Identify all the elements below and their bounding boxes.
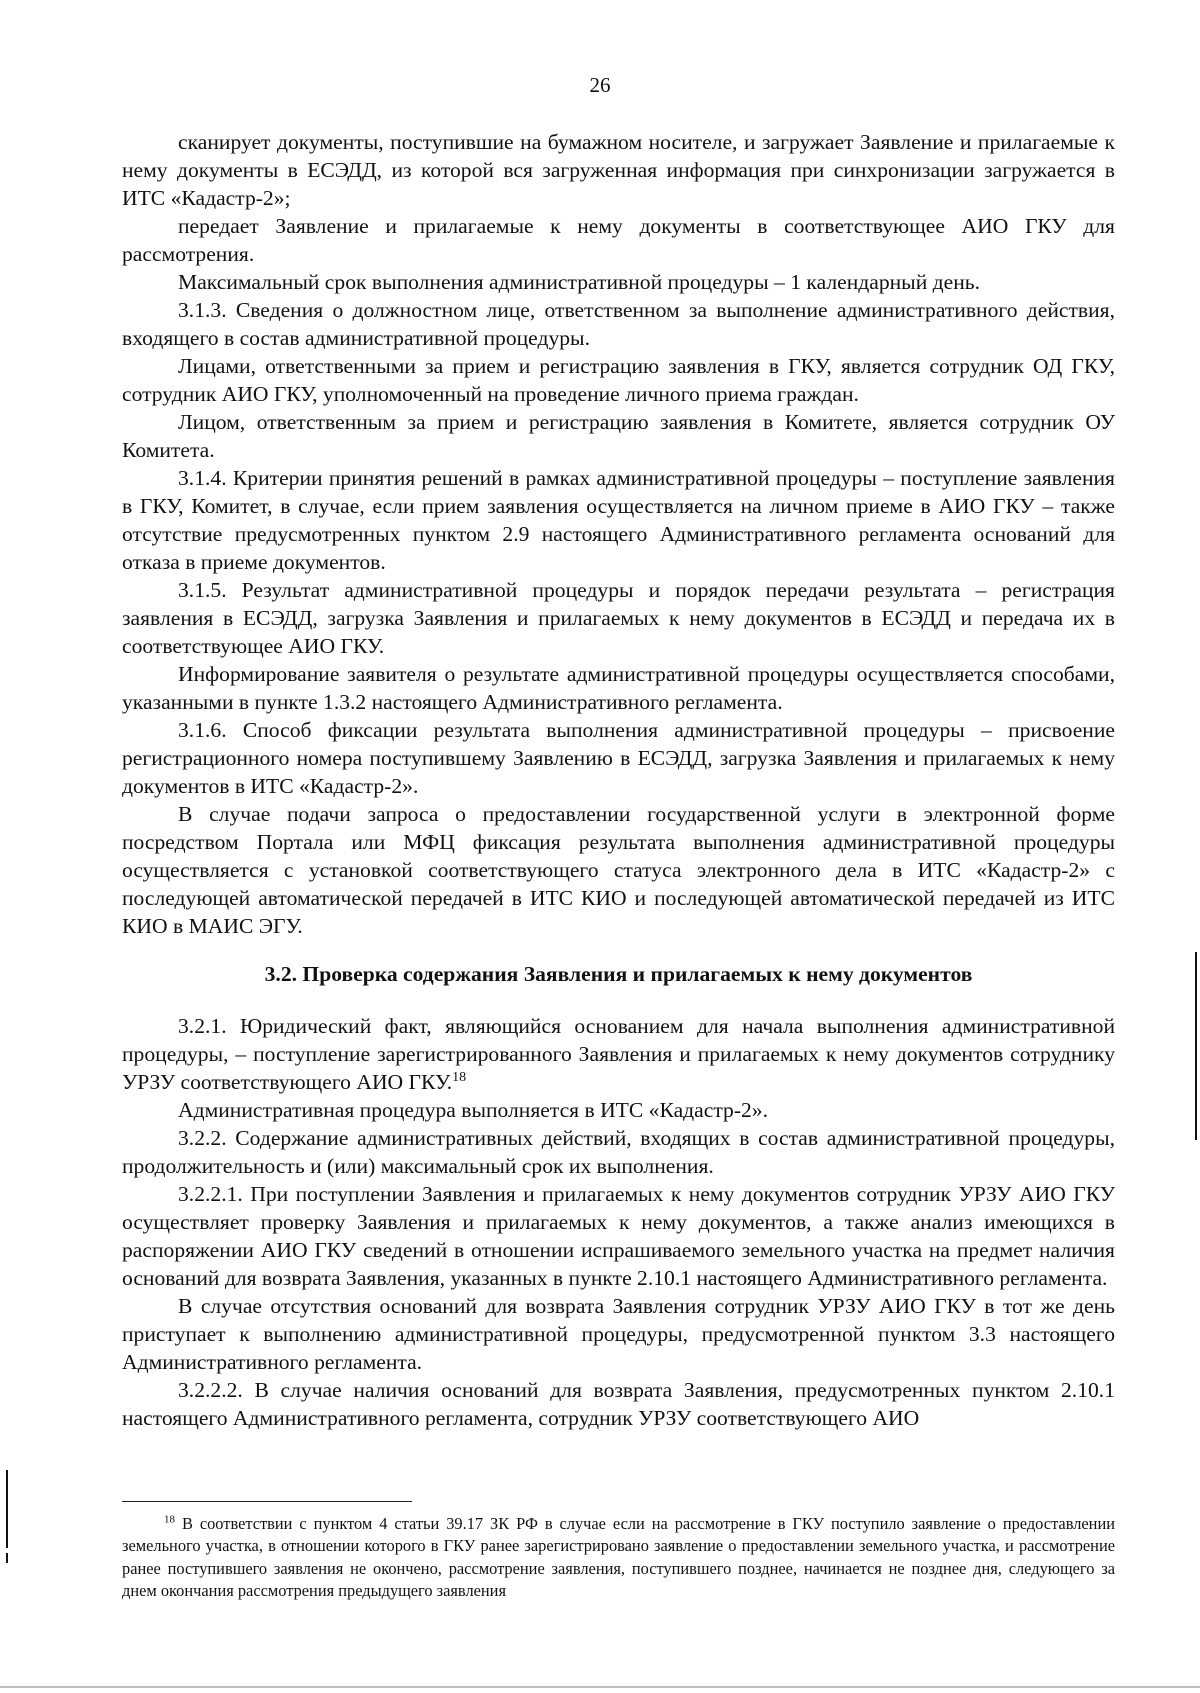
paragraph: 3.1.5. Результат административной процедуры и порядок передачи результата – регистрация заявления в ЕСЭДД, загрузка Заявления и прилагаемых к нему документов в ЕСЭДД и передача их в соответствующее АИО ГКУ. xyxy=(122,578,1115,658)
paragraph: 3.2.2.1. При поступлении Заявления и прилагаемых к нему документов сотрудник УРЗУ АИО ГКУ осуществляет проверку Заявления и прилагаемых к нему документов, а также анализ имеющихся в распоряжении АИО ГКУ сведений в отношении испрашиваемого земельного участка на предмет наличия оснований для возврата Заявления, указанных в пункте 2.10.1 настоящего Административного регламента. xyxy=(122,1182,1115,1290)
paragraph: Лицами, ответственными за прием и регистрацию заявления в ГКУ, является сотрудник ОД ГКУ, сотрудник АИО ГКУ, уполномоченный на проведение личного приема граждан. xyxy=(122,354,1115,406)
footnote xyxy=(122,1513,1115,1602)
page-number: 26 xyxy=(589,73,611,97)
paragraph: Максимальный срок выполнения административной процедуры – 1 календарный день. xyxy=(178,270,981,294)
paragraph: В случае отсутствия оснований для возврата Заявления сотрудник УРЗУ АИО ГКУ в тот же день приступает к выполнению административной процедуры, предусмотренной пунктом 3.3 настоящего Административного регламента. xyxy=(122,1294,1115,1374)
paragraph: В случае подачи запроса о предоставлении государственной услуги в электронной форме посредством Портала или МФЦ фиксация результата выполнения административной процедуры осуществляется с установкой соответствующего статуса электронного дела в ИТС «Кадастр-2» с последующей автоматической передачей в ИТС КИО и последующей автоматической передачей из ИТС КИО в МАИС ЭГУ. xyxy=(122,802,1115,938)
paragraph: 3.1.6. Способ фиксации результата выполнения административной процедуры – присвоение регистрационного номера поступившему Заявлению в ЕСЭДД, загрузка Заявления и прилагаемых к нему документов в ИТС «Кадастр-2». xyxy=(122,718,1115,798)
paragraph: Информирование заявителя о результате административной процедуры осуществляется способами, указанными в пункте 1.3.2 настоящего Административного регламента. xyxy=(122,662,1115,714)
paragraph: 3.2.2.2. В случае наличия оснований для возврата Заявления, предусмотренных пунктом 2.10.1 настоящего Административного регламента, сотрудник УРЗУ соответствующего АИО xyxy=(122,1378,1115,1430)
paragraph: Административная процедура выполняется в ИТС «Кадастр-2». xyxy=(178,1098,769,1122)
paragraph-with-footnote xyxy=(122,1012,1115,1096)
footnote-text: В соответствии с пунктом 4 статьи 39.17 ЗК РФ в случае если на рассмотрение в ГКУ поступило заявление о предоставлении земельного участка, в отношении которого в ГКУ ранее зарегистрировано заявление о предоставлении земельного участка, и рассмотрение ранее поступившего заявления не окончено, рассмотрение заявления, поступившего позднее, начинается не позднее дня, следующего за днем окончания рассмотрения предыдущего заявления xyxy=(122,1514,1115,1600)
paragraph: сканирует документы, поступившие на бумажном носителе, и загружает Заявление и прилагаемые к нему документы в ЕСЭДД, из которой вся загруженная информация при синхронизации загружается в ИТС «Кадастр-2»; xyxy=(122,130,1115,210)
footnote-marker: 18 xyxy=(164,1513,175,1526)
paragraph: 3.1.4. Критерии принятия решений в рамках административной процедуры – поступление заявления в ГКУ, Комитет, в случае, если прием заявления осуществляется на личном приеме в АИО ГКУ – также отсутствие предусмотренных пунктом 2.9 настоящего Административного регламента оснований для отказа в приеме документов. xyxy=(122,466,1115,574)
paragraph-text: 3.2.1. Юридический факт, являющийся основанием для начала выполнения административной процедуры, – поступление зарегистрированного Заявления и прилагаемых к нему документов сотруднику УРЗУ соответствующего АИО ГКУ. xyxy=(122,1014,1115,1094)
paragraph: 3.2.2. Содержание административных действий, входящих в состав административной процедуры, продолжительность и (или) максимальный срок их выполнения. xyxy=(122,1126,1115,1178)
scan-artifact-line xyxy=(6,1553,8,1563)
scan-artifact-line xyxy=(1195,952,1197,1140)
section-heading: 3.2. Проверка содержания Заявления и прилагаемых к нему документов xyxy=(264,962,973,986)
paragraph: Лицом, ответственным за прием и регистрацию заявления в Комитете, является сотрудник ОУ Комитета. xyxy=(122,410,1115,462)
paragraph: передает Заявление и прилагаемые к нему документы в соответствующее АИО ГКУ для рассмотрения. xyxy=(122,214,1115,266)
paragraph: 3.1.3. Сведения о должностном лице, ответственном за выполнение административного действия, входящего в состав административной процедуры. xyxy=(122,298,1115,350)
footnote-separator xyxy=(122,1501,412,1502)
scan-edge-line xyxy=(0,1686,1200,1688)
footnote-reference[interactable]: 18 xyxy=(452,1069,467,1085)
document-body xyxy=(122,128,1115,1432)
scan-artifact-line xyxy=(6,1470,8,1548)
